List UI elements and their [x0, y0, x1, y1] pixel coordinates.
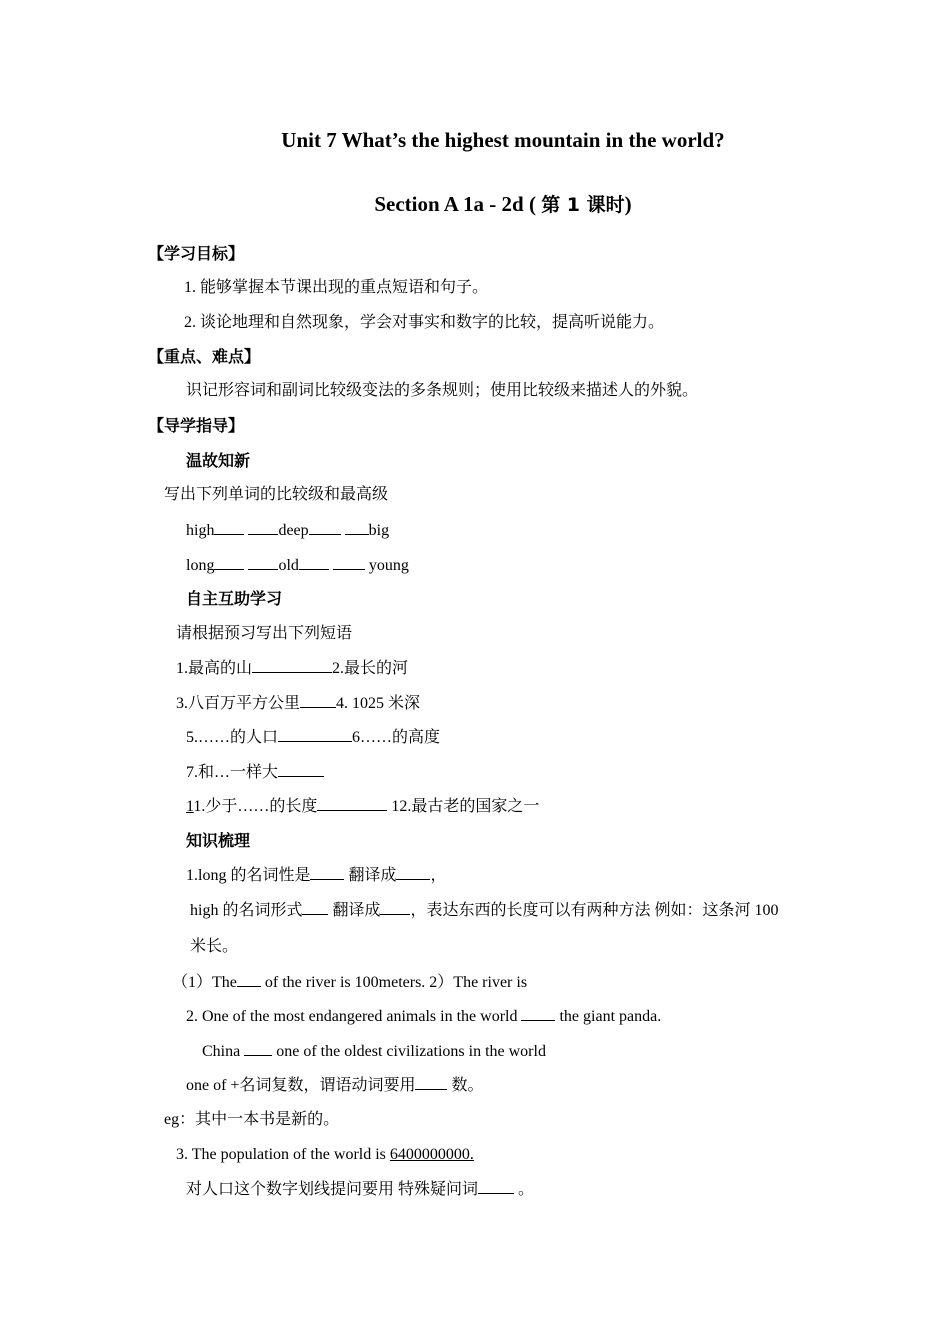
k1-high: high 的名词形式: [190, 902, 303, 919]
answer-blank[interactable]: [415, 1075, 447, 1090]
keypoints-heading: 【重点、难点】: [148, 347, 261, 366]
answer-blank[interactable]: [214, 520, 244, 535]
k2-rule: one of +名词复数，谓语动词要用: [186, 1077, 416, 1094]
answer-blank[interactable]: [244, 1041, 272, 1056]
knowledge-1-line-2: [190, 900, 778, 921]
phrase-1: 1.最高的山: [176, 660, 253, 677]
self-study-prompt: 请根据预习写出下列短语: [176, 625, 353, 642]
answer-blank[interactable]: [478, 1179, 514, 1194]
knowledge-2-line-2: [202, 1041, 546, 1062]
page-title: Unit 7 What’s the highest mountain in the world?: [281, 128, 725, 152]
phrase-5: 5.……的人口: [186, 729, 279, 746]
knowledge-1-line-4: [172, 972, 527, 993]
knowledge-3-line-2: [186, 1179, 534, 1200]
knowledge-3-line-1: [176, 1145, 474, 1165]
k2-example: eg：其中一本书是新的。: [164, 1111, 340, 1128]
k1-comma: ，: [430, 867, 447, 884]
answer-blank[interactable]: [248, 555, 278, 570]
knowledge-2-line-1: [186, 1006, 661, 1027]
self-study-heading: 自主互助学习: [186, 589, 283, 608]
subtitle-close: ): [624, 192, 632, 216]
k3-question: 对人口这个数字划线提问要用 特殊疑问词: [186, 1181, 479, 1198]
k3-end: 。: [514, 1181, 535, 1198]
k3-population-number: 6400000000.: [389, 1146, 474, 1163]
word-long: long: [186, 557, 215, 574]
goal-1: 1. 能够掌握本节课出现的重点短语和句子。: [184, 279, 489, 296]
review-prompt: 写出下列单词的比较级和最高级: [164, 486, 389, 503]
answer-blank[interactable]: [317, 796, 387, 811]
phrase-6: 6……的高度: [352, 729, 441, 746]
review-heading: 温故知新: [186, 451, 251, 470]
phrase-2: 2.最长的河: [332, 660, 409, 677]
knowledge-1-line-1: [186, 865, 446, 886]
phrase-row-1: [176, 658, 408, 679]
phrase-11-number: 1: [186, 798, 194, 815]
phrase-12: 12.最古老的国家之一: [387, 798, 540, 815]
phrase-row-5: [186, 796, 539, 817]
phrase-11: 1.少于……的长度: [193, 798, 318, 815]
goal-2: 2. 谈论地理和自然现象，学会对事实和数字的比较，提高听说能力。: [184, 314, 665, 331]
word-big: big: [368, 522, 390, 539]
phrase-row-2: [176, 693, 420, 714]
phrase-4: 4. 1025 米深: [336, 695, 421, 712]
word-young: young: [364, 557, 409, 574]
k2-china: China: [202, 1043, 245, 1060]
word-high: high: [186, 522, 215, 539]
answer-blank[interactable]: [237, 972, 261, 987]
section-subtitle: [0, 190, 950, 217]
k1-the: （1）The: [172, 974, 237, 991]
word-deep: deep: [278, 522, 309, 539]
review-row-2: [186, 555, 409, 576]
answer-blank[interactable]: [248, 520, 278, 535]
k1-translate-2: 翻译成: [328, 902, 381, 919]
goals-heading: 【学习目标】: [148, 244, 245, 263]
k1-explain: ，表达东西的长度可以有两种方法 例如：这条河 100: [410, 902, 779, 919]
k2-sentence: 2. One of the most endangered animals in the world: [186, 1008, 522, 1025]
review-row-1: [186, 520, 389, 541]
k1-meters: 米长。: [190, 938, 239, 955]
subtitle-section: Section A 1a - 2d (: [374, 192, 542, 216]
answer-blank[interactable]: [380, 900, 410, 915]
word-old: old: [278, 557, 299, 574]
phrase-row-4: [186, 762, 324, 783]
phrase-3: 3.八百万平方公里: [176, 695, 301, 712]
k2-civilizations: one of the oldest civilizations in the world: [272, 1043, 546, 1060]
answer-blank[interactable]: [302, 900, 328, 915]
answer-blank[interactable]: [214, 555, 244, 570]
k1-long: 1.long 的名词性是: [186, 867, 311, 884]
answer-blank[interactable]: [333, 555, 365, 570]
k2-panda: the giant panda.: [555, 1008, 662, 1025]
answer-blank[interactable]: [310, 865, 344, 880]
k1-translate: 翻译成: [344, 867, 397, 884]
answer-blank[interactable]: [521, 1006, 555, 1021]
k3-sentence: 3. The population of the world is: [176, 1146, 390, 1163]
phrase-row-3: [186, 727, 440, 748]
guide-heading: 【导学指导】: [148, 416, 245, 435]
k2-number: 数。: [447, 1077, 484, 1094]
answer-blank[interactable]: [396, 865, 430, 880]
knowledge-heading: 知识梳理: [186, 831, 251, 850]
answer-blank[interactable]: [299, 555, 329, 570]
answer-blank[interactable]: [252, 658, 332, 673]
phrase-7: 7.和…一样大: [186, 764, 279, 781]
answer-blank[interactable]: [278, 762, 324, 777]
knowledge-2-line-3: [186, 1075, 483, 1096]
answer-blank[interactable]: [278, 727, 352, 742]
subtitle-lesson: 第 1 课时: [541, 194, 625, 216]
keypoints-text: 识记形容词和副词比较级变法的多条规则；使用比较级来描述人的外貌。: [186, 382, 699, 399]
answer-blank[interactable]: [345, 520, 369, 535]
answer-blank[interactable]: [309, 520, 341, 535]
answer-blank[interactable]: [300, 693, 336, 708]
k1-sentence: of the river is 100meters. 2）The river is: [260, 974, 528, 991]
